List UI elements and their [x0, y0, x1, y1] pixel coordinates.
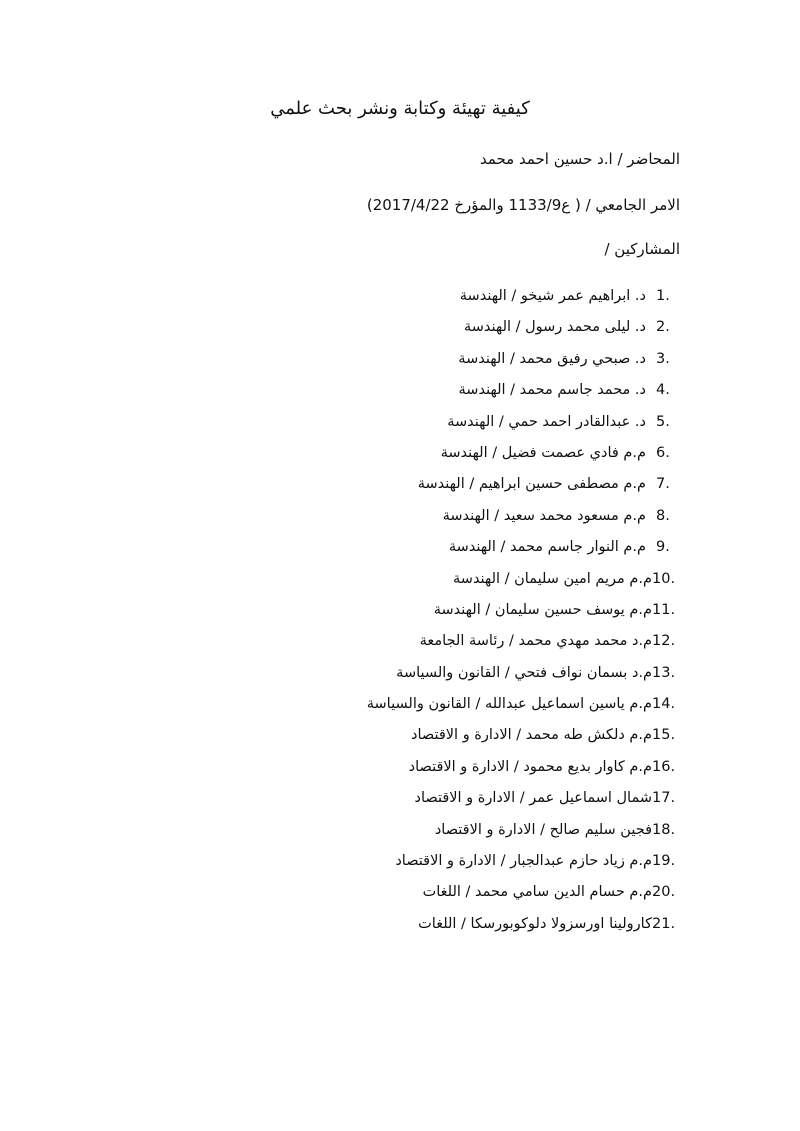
participant-number: 20.: [652, 884, 676, 901]
participant-number: 4.: [656, 382, 670, 399]
participant-item: [367, 787, 680, 818]
participant-number: 10.: [652, 570, 676, 587]
participant-item: [367, 316, 680, 347]
participant-name: م.م حسام الدين سامي محمد / اللغات: [422, 884, 652, 901]
participant-name: م.د محمد مهدي محمد / رئاسة الجامعة: [419, 633, 652, 650]
participant-name: م.م مريم امين سليمان / الهندسة: [453, 570, 652, 587]
participant-name: م.م يوسف حسين سليمان / الهندسة: [433, 601, 652, 618]
participant-item: [367, 599, 680, 630]
participant-number: 1.: [656, 288, 670, 304]
participant-item: [367, 630, 680, 661]
participant-item: [367, 881, 680, 912]
participant-item: [367, 536, 680, 567]
participant-name: م.م مصطفى حسين ابراهيم / الهندسة: [417, 476, 646, 493]
participant-number: 2.: [656, 319, 670, 336]
participant-name: م.د بسمان نواف فتحي / القانون والسياسة: [396, 664, 652, 681]
participant-number: 6.: [656, 444, 670, 461]
participant-name: م.م دلكش طه محمد / الادارة و الاقتصاد: [411, 727, 652, 744]
participant-item: [367, 411, 680, 442]
participant-item: [367, 913, 680, 944]
participant-name: م.م النوار جاسم محمد / الهندسة: [448, 539, 646, 556]
participant-item: [367, 285, 680, 316]
participant-number: 7.: [656, 476, 670, 493]
participants-heading: المشاركين /: [604, 240, 680, 258]
participant-number: 13.: [652, 664, 676, 681]
participant-name: د. عبدالقادر احمد حمي / الهندسة: [447, 413, 646, 430]
participant-number: 12.: [652, 633, 676, 650]
document-title: كيفية تهيئة وكتابة ونشر بحث علمي: [270, 98, 530, 119]
participant-item: [367, 379, 680, 410]
participant-item: [367, 662, 680, 693]
participant-name: فجين سليم صالح / الادارة و الاقتصاد: [434, 821, 652, 838]
participant-item: [367, 756, 680, 787]
participant-name: د. ابراهيم عمر شيخو / الهندسة: [459, 288, 646, 304]
participant-item: [367, 724, 680, 755]
participant-number: 11.: [652, 601, 676, 618]
participant-number: 14.: [652, 696, 676, 713]
participant-name: م.م كاوار بديع محمود / الادارة و الاقتصاد: [408, 758, 652, 775]
participant-item: [367, 568, 680, 599]
participant-number: 9.: [656, 539, 670, 556]
participant-name: م.م زياد حازم عبدالجبار / الادارة و الاقتصاد: [395, 853, 652, 870]
participant-name: شمال اسماعيل عمر / الادارة و الاقتصاد: [414, 790, 652, 807]
participant-item: [367, 442, 680, 473]
participant-number: 8.: [656, 507, 670, 524]
participant-name: م.م ياسين اسماعيل عبدالله / القانون والسياسة: [366, 696, 652, 713]
participant-number: 3.: [656, 350, 670, 367]
participant-item: [367, 819, 680, 850]
participant-item: [367, 850, 680, 881]
university-decree-line: الامر الجامعي / ( ع1133/9 والمؤرخ 2017/4/22): [366, 196, 680, 214]
participant-name: م.م فادي عصمت فضيل / الهندسة: [440, 444, 646, 461]
participant-number: 5.: [656, 413, 670, 430]
participant-number: 18.: [652, 821, 676, 838]
participant-name: د. صبحي رفيق محمد / الهندسة: [458, 350, 646, 367]
participants-list: [367, 285, 680, 944]
participant-item: [367, 505, 680, 536]
participant-number: 16.: [652, 758, 676, 775]
participant-number: 17.: [652, 790, 676, 807]
participant-number: 21.: [652, 915, 676, 932]
participant-name: د. محمد جاسم محمد / الهندسة: [458, 382, 646, 399]
participant-item: [367, 693, 680, 724]
participant-name: كارولينا اورسزولا دلوكوبورسكا / اللغات: [418, 915, 652, 932]
participant-number: 19.: [652, 853, 676, 870]
participant-name: م.م مسعود محمد سعيد / الهندسة: [442, 507, 646, 524]
participant-name: د. ليلى محمد رسول / الهندسة: [463, 319, 646, 336]
participant-item: [367, 348, 680, 379]
participant-number: 15.: [652, 727, 676, 744]
participant-item: [367, 473, 680, 504]
lecturer-line: المحاضر / ا.د حسين احمد محمد: [479, 150, 680, 168]
